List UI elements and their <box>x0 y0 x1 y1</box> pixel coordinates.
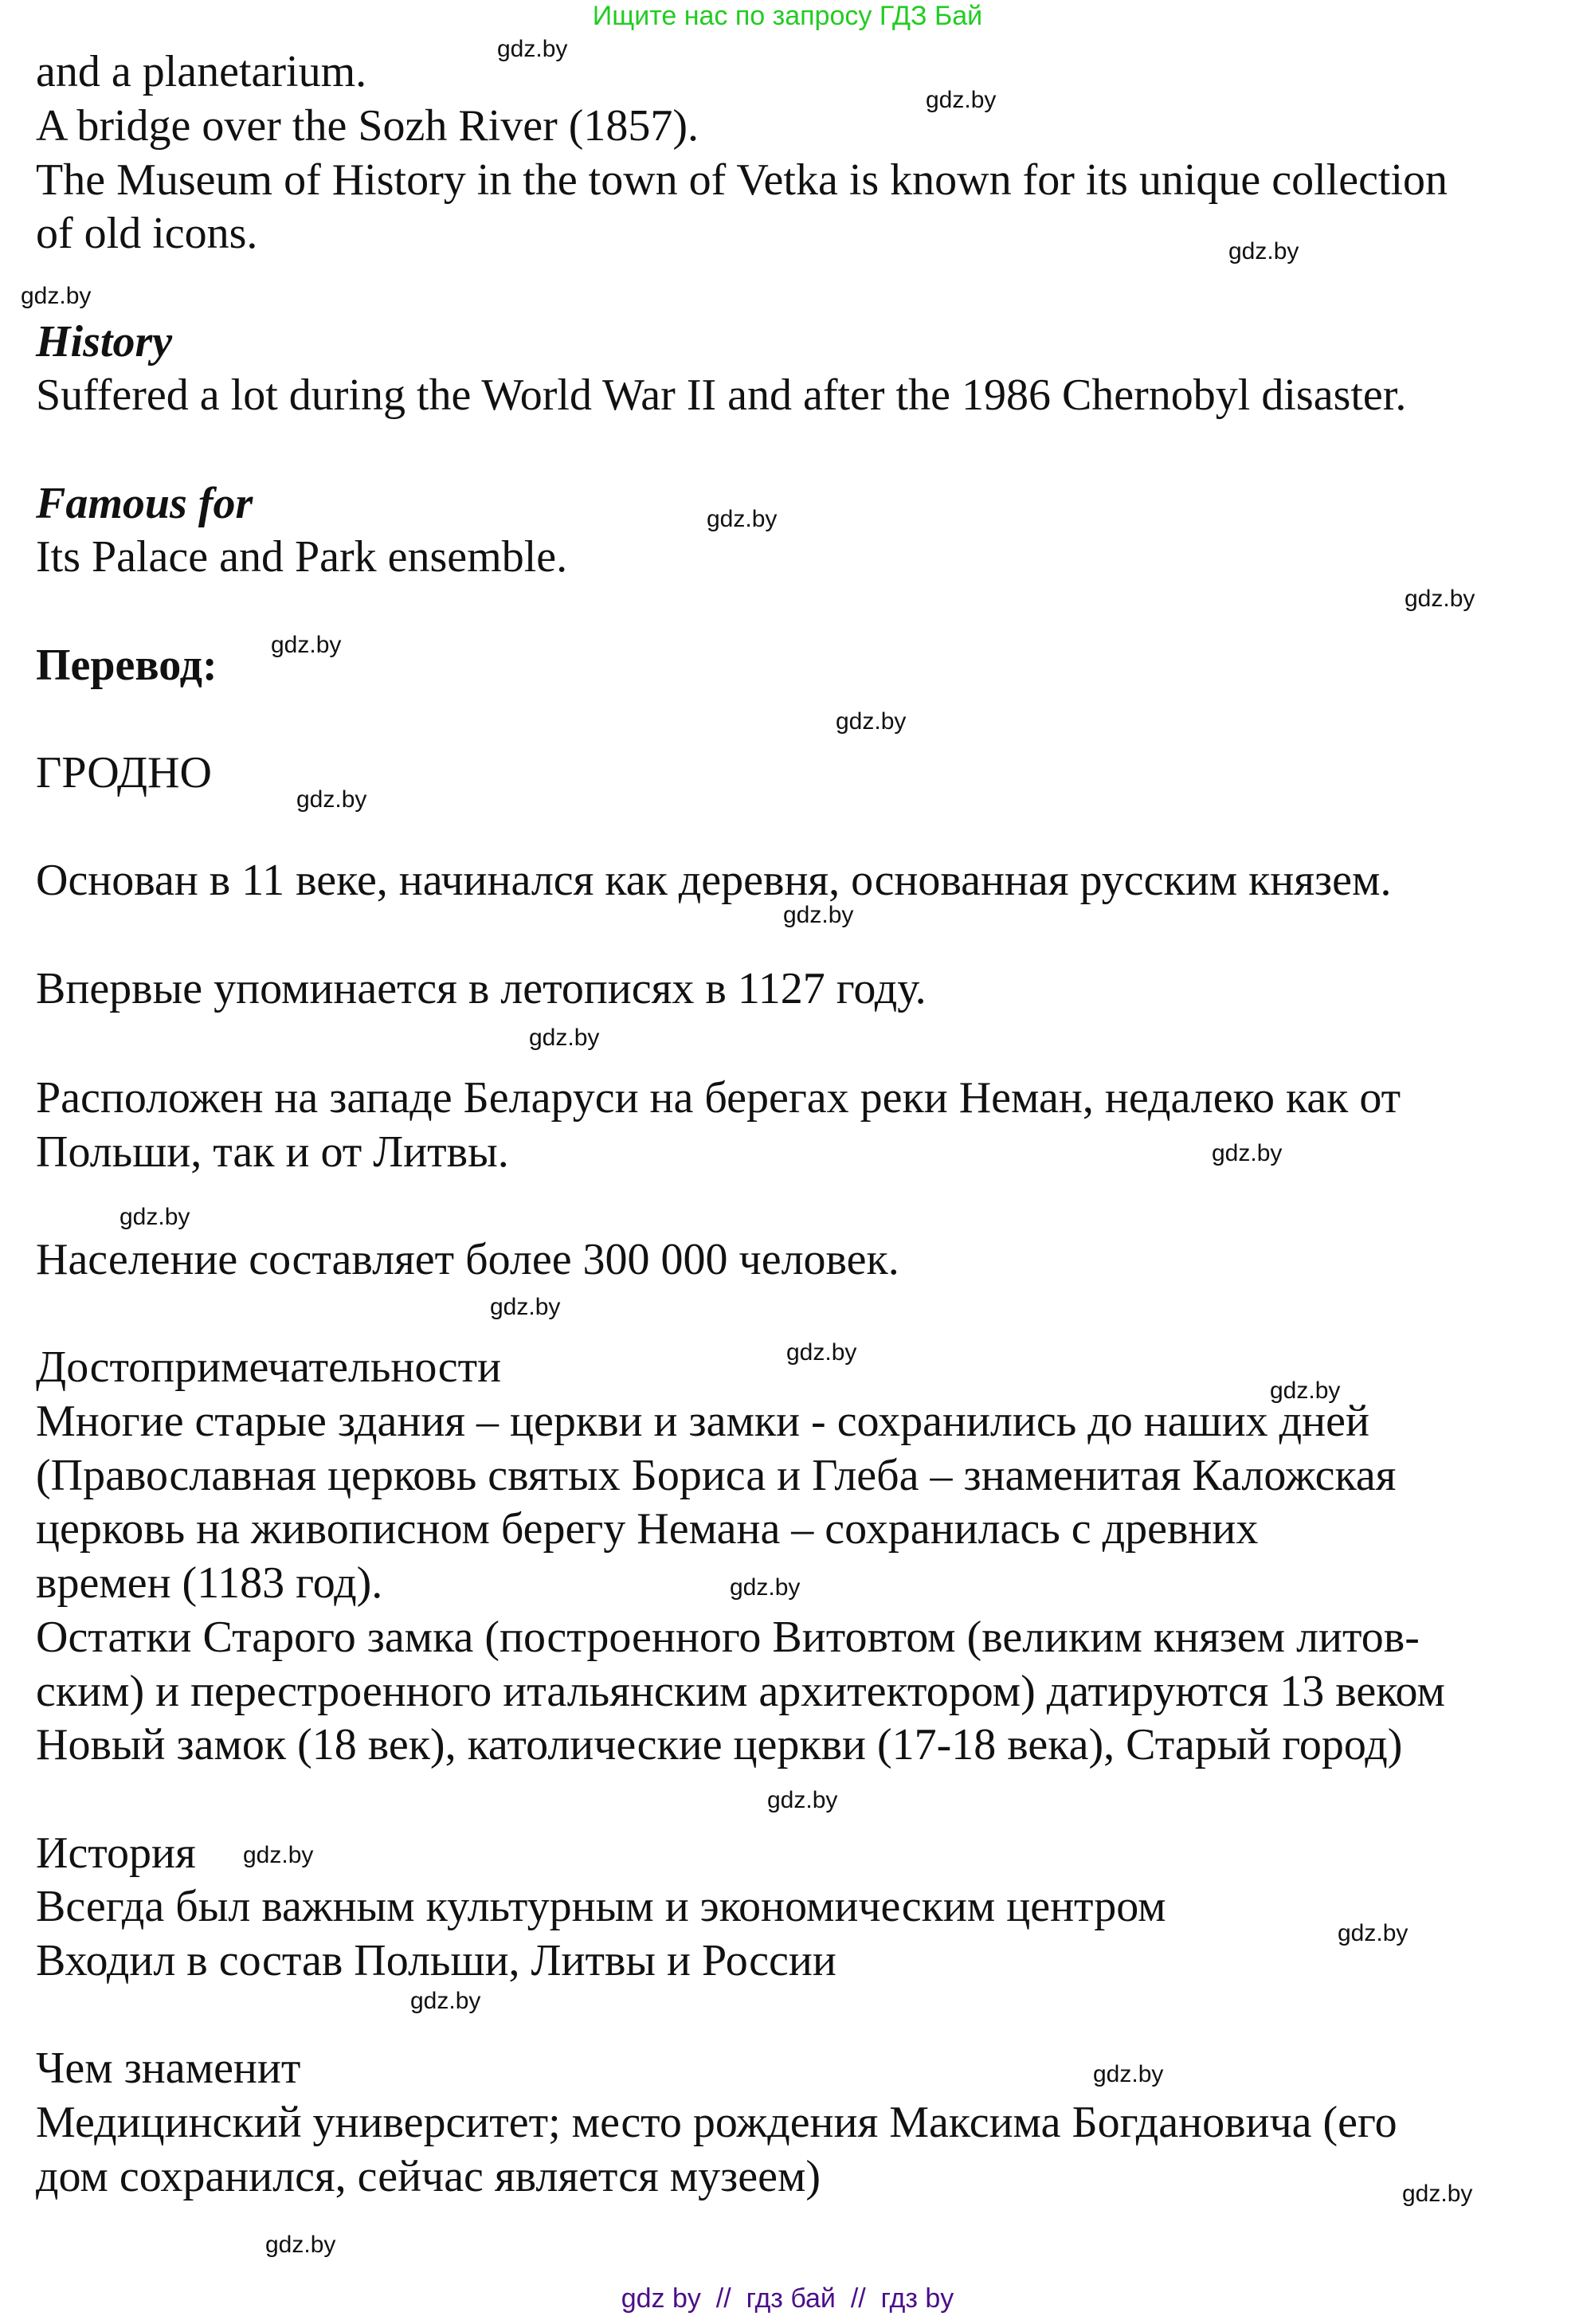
sights-line: времен (1183 год). <box>36 1558 383 1608</box>
sights-line: (Православная церковь святых Бориса и Глеба – знаменитая Каложская <box>36 1451 1397 1500</box>
first-mention-text: Впервые упоминается в летописях в 1127 году. <box>36 964 927 1013</box>
text-line: A bridge over the Sozh River (1857). <box>36 101 699 151</box>
text-line: The Museum of History in the town of Vetka is known for its unique collection <box>36 155 1448 205</box>
watermark: gdz.by <box>497 36 568 62</box>
watermark: gdz.by <box>119 1204 190 1230</box>
watermark: gdz.by <box>1338 1920 1408 1946</box>
sights-line: Многие старые здания – церкви и замки - сохранились до наших дней <box>36 1397 1369 1446</box>
watermark: gdz.by <box>730 1574 801 1601</box>
famous-heading: Famous for <box>36 479 253 528</box>
watermark: gdz.by <box>1402 2181 1473 2207</box>
watermark: gdz.by <box>265 2232 336 2258</box>
watermark: gdz.by <box>786 1339 857 1366</box>
history-ru-line: Всегда был важным культурным и экономическим центром <box>36 1882 1166 1931</box>
sights-line: Остатки Старого замка (построенного Витовтом (великим князем литов- <box>36 1613 1420 1662</box>
watermark: gdz.by <box>783 902 854 928</box>
watermark: gdz.by <box>767 1787 838 1813</box>
history-text: Suffered a lot during the World War II and after the 1986 Chernobyl disaster. <box>36 370 1407 420</box>
history-ru-line: Входил в состав Польши, Литвы и России <box>36 1936 836 1985</box>
watermark: gdz.by <box>1212 1140 1283 1166</box>
watermark: gdz.by <box>490 1294 561 1320</box>
watermark: gdz.by <box>243 1842 314 1868</box>
watermark: gdz.by <box>1228 238 1299 265</box>
watermark: gdz.by <box>1405 586 1475 612</box>
sights-heading: Достопримечательности <box>36 1342 502 1392</box>
watermark: gdz.by <box>21 283 92 309</box>
watermark: gdz.by <box>926 87 997 113</box>
population-text: Население составляет более 300 000 человек. <box>36 1235 899 1284</box>
famous-ru-line: Медицинский университет; место рождения Максима Богдановича (его <box>36 2098 1397 2147</box>
famous-ru-heading: Чем знаменит <box>36 2044 301 2093</box>
location-text: Польши, так и от Литвы. <box>36 1127 509 1177</box>
text-line: of old icons. <box>36 209 258 258</box>
sights-line: ским) и перестроенного итальянским архитектором) датируются 13 веком <box>36 1667 1445 1716</box>
history-ru-heading: История <box>36 1828 196 1878</box>
history-heading: History <box>36 317 173 366</box>
city-title: ГРОДНО <box>36 748 212 798</box>
watermark: gdz.by <box>271 632 342 658</box>
footer-links[interactable]: gdz by // гдз бай // гдз by <box>621 2283 954 2314</box>
search-hint-banner: Ищите нас по запросу ГДЗ Бай <box>592 1 983 31</box>
translation-heading: Перевод: <box>36 641 217 690</box>
watermark: gdz.by <box>707 506 778 532</box>
watermark: gdz.by <box>529 1025 600 1051</box>
watermark: gdz.by <box>836 708 907 735</box>
watermark: gdz.by <box>1093 2061 1164 2087</box>
watermark: gdz.by <box>410 1988 481 2014</box>
famous-text: Its Palace and Park ensemble. <box>36 532 568 582</box>
founded-text: Основан в 11 веке, начинался как деревня, основанная русским князем. <box>36 856 1392 905</box>
watermark: gdz.by <box>1270 1378 1341 1404</box>
sights-line: Новый замок (18 век), католические церкви (17-18 века), Старый город) <box>36 1720 1403 1769</box>
location-text: Расположен на западе Беларуси на берегах реки Неман, недалеко как от <box>36 1073 1401 1123</box>
text-line: and a planetarium. <box>36 47 367 96</box>
famous-ru-line: дом сохранился, сейчас является музеем) <box>36 2152 821 2201</box>
watermark: gdz.by <box>296 786 367 813</box>
sights-line: церковь на живописном берегу Немана – сохранилась с древних <box>36 1504 1259 1554</box>
